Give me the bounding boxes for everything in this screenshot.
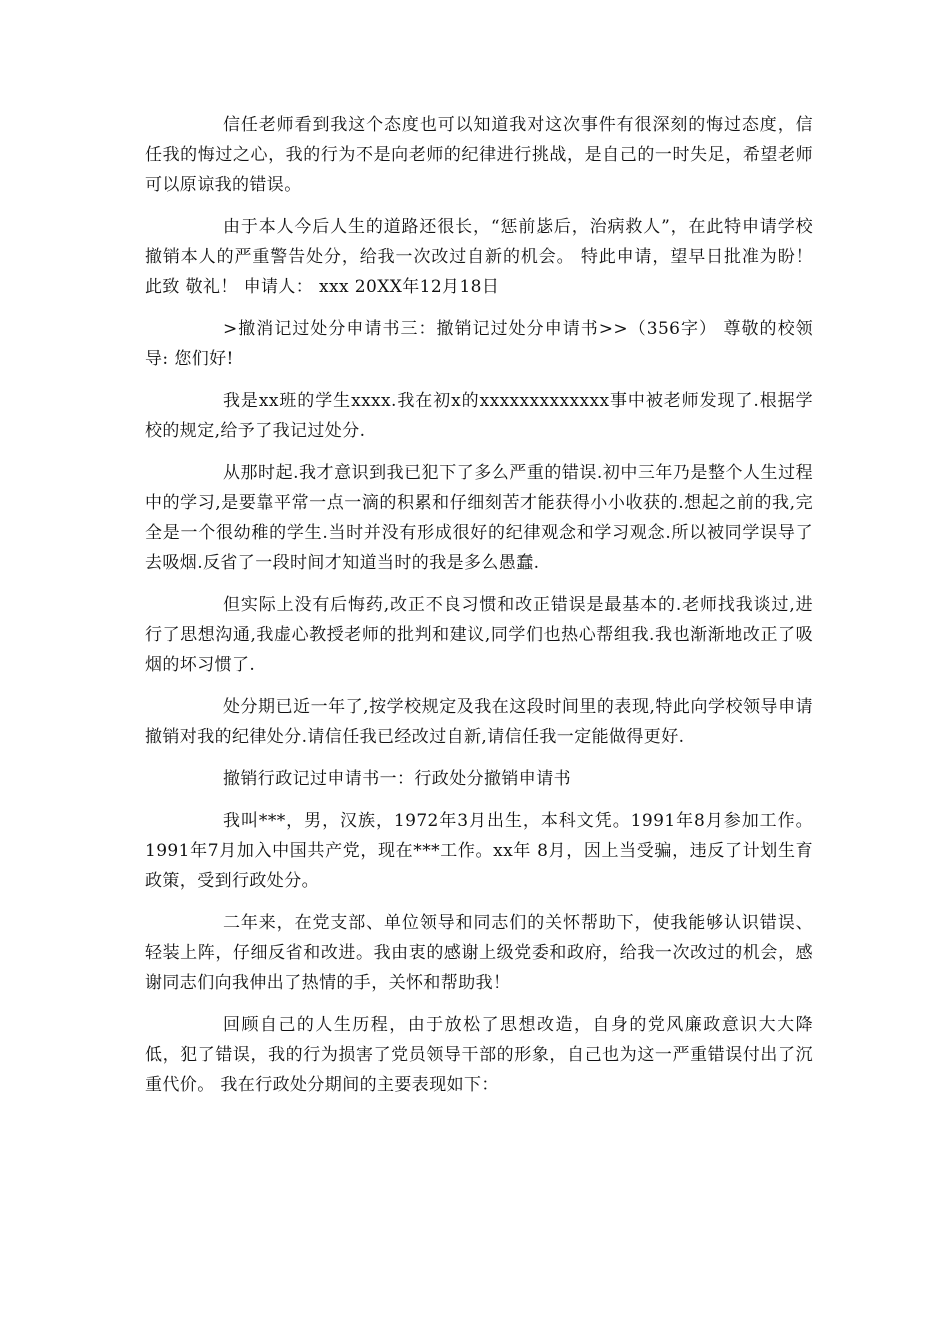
paragraph-correction: 但实际上没有后悔药,改正不良习惯和改正错误是最基本的.老师找我谈过,进行了思想沟通,我虚心教授老师的批判和建议,同学们也热心帮组我.我也渐渐地改正了吸烟的坏习惯了. [145, 595, 813, 675]
paragraph-personal-info: 我叫***，男，汉族，1972年3月出生，本科文凭。1991年8月参加工作。1991年7月加入中国共产党，现在***工作。xx年 8月，因上当受骗，违反了计划生育政策，受到行政处分。 [145, 811, 813, 891]
paragraph-application-request: 由于本人今后人生的道路还很长，“惩前毖后，治病救人”，在此特申请学校撤销本人的严重警告处分，给我一次改过自新的机会。 特此申请，望早日批准为盼！ 此致 敬礼！ 申请人： xxx 20XX年12月18日 [145, 217, 813, 297]
paragraph-reflection: 回顾自己的人生历程，由于放松了思想改造，自身的党风廉政意识大大降低，犯了错误，我的行为损害了党员领导干部的形象，自己也为这一严重错误付出了沉重代价。 我在行政处分期间的主要表现如下： [145, 1015, 813, 1095]
paragraph-repentance: 信任老师看到我这个态度也可以知道我对这次事件有很深刻的悔过态度，信任我的悔过之心，我的行为不是向老师的纪律进行挑战，是自己的一时失足，希望老师可以原谅我的错误。 [145, 115, 813, 195]
paragraph-student-intro: 我是xx班的学生xxxx.我在初x的xxxxxxxxxxxxx事中被老师发现了.根据学校的规定,给予了我记过处分. [145, 391, 813, 441]
paragraph-realization: 从那时起.我才意识到我已犯下了多么严重的错误.初中三年乃是整个人生过程中的学习,是要靠平常一点一滴的积累和仔细刻苦才能获得小小收获的.想起之前的我,完全是一个很幼稚的学生.当时并没有形成很好的纪律观念和学习观念.所以被同学误导了去吸烟.反省了一段时间才知道当时的我是多么愚蠢. [145, 463, 813, 573]
paragraph-section-heading-three: >撤消记过处分申请书三：撤销记过处分申请书>>（356字） 尊敬的校领导: 您们好! [145, 319, 813, 369]
document-page [145, 110, 813, 1112]
paragraph-section-heading-one: 撤销行政记过申请书一：行政处分撤销申请书 [223, 769, 571, 789]
paragraph-gratitude: 二年来，在党支部、单位领导和同志们的关怀帮助下，使我能够认识错误、轻装上阵，仔细反省和改进。我由衷的感谢上级党委和政府，给我一次改过的机会，感谢同志们向我伸出了热情的手，关怀和帮助我！ [145, 913, 813, 993]
paragraph-withdrawal-request: 处分期已近一年了,按学校规定及我在这段时间里的表现,特此向学校领导申请撤销对我的纪律处分.请信任我已经改过自新,请信任我一定能做得更好. [145, 697, 813, 747]
